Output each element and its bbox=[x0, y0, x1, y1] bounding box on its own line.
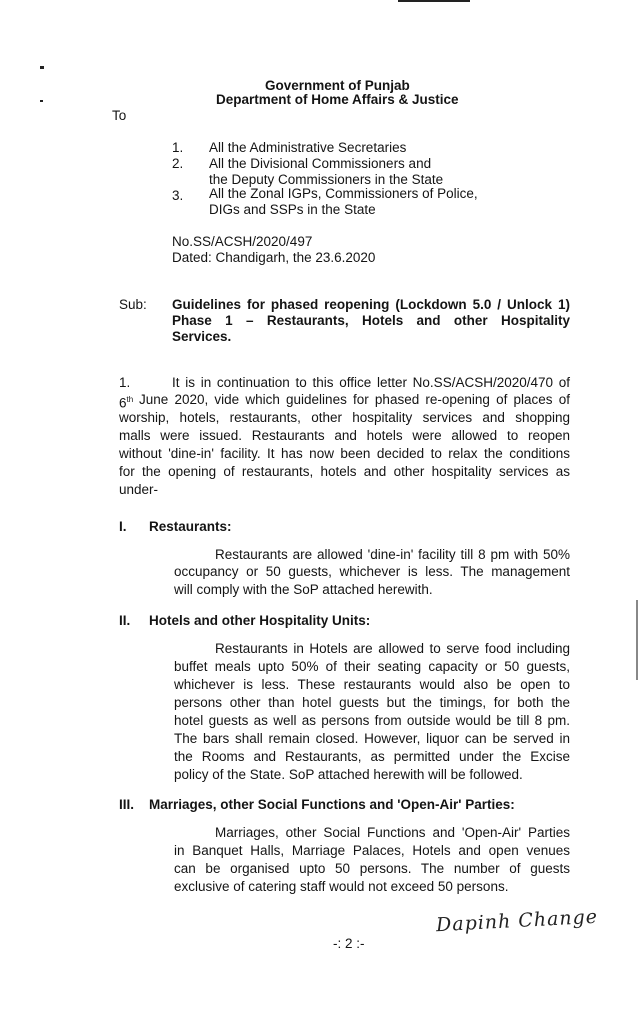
reference-number: No.SS/ACSH/2020/497 bbox=[172, 234, 313, 249]
subject-line: Services. bbox=[172, 329, 232, 344]
date-day: 6 bbox=[119, 395, 127, 411]
section-number: I. bbox=[119, 519, 127, 534]
paragraph-line: without 'dine-in' facility. It has now been decided to relax the conditions bbox=[119, 446, 570, 461]
recipient-line: All the Administrative Secretaries bbox=[209, 140, 407, 155]
letter-date: Dated: Chandigarh, the 23.6.2020 bbox=[172, 250, 376, 265]
paragraph-line: worship, hotels, restaurants, other hospitality services and shopping bbox=[119, 410, 570, 425]
section-line: can be organised upto 50 persons. The number of guests bbox=[174, 861, 570, 876]
recipient-number: 1. bbox=[172, 140, 184, 155]
scan-dot bbox=[40, 100, 43, 102]
paragraph-line: It is in continuation to this office letter No.SS/ACSH/2020/470 of bbox=[172, 375, 570, 390]
paragraph-number: 1. bbox=[119, 375, 131, 390]
section-line: in Banquet Halls, Marriage Palaces, Hotels and open venues bbox=[174, 843, 570, 858]
subject-line: Phase 1 – Restaurants, Hotels and other Hospitality bbox=[172, 313, 570, 328]
recipient-line: DIGs and SSPs in the State bbox=[209, 202, 376, 217]
section-line: policy of the State. SoP attached herewith will be followed. bbox=[174, 767, 523, 782]
scan-mark-top bbox=[398, 0, 470, 2]
section-line: whichever is less. These restaurants would also be open to bbox=[174, 677, 570, 692]
paragraph-line: June 2020, vide which guidelines for phased re-opening of places of bbox=[139, 392, 570, 407]
section-line: persons other than hotel guests but the timings, for both the bbox=[174, 695, 570, 710]
section-line: the Rooms and Restaurants, as permitted under the Excise bbox=[174, 749, 570, 764]
section-title: Hotels and other Hospitality Units: bbox=[149, 613, 371, 628]
section-title: Marriages, other Social Functions and 'Open-Air' Parties: bbox=[149, 797, 515, 812]
page-number: -: 2 :- bbox=[333, 936, 365, 951]
section-line: Marriages, other Social Functions and 'Open-Air' Parties bbox=[215, 825, 570, 840]
recipient-line: All the Zonal IGPs, Commissioners of Police, bbox=[209, 186, 478, 201]
handwritten-note: Dapinh Change bbox=[435, 905, 599, 937]
scan-dot bbox=[40, 66, 44, 69]
section-line: The bars shall remain closed. However, liquor can be served in bbox=[174, 731, 570, 746]
recipient-number: 3. bbox=[172, 188, 184, 203]
recipient-number: 2. bbox=[172, 156, 184, 171]
section-line: buffet meals upto 50% of their seating capacity or 50 guests, bbox=[174, 659, 570, 674]
section-line: occupancy or 50 guests, whichever is less. The management bbox=[174, 564, 570, 579]
section-line: hotel guests as well as persons from outside would be till 8 pm. bbox=[174, 713, 570, 728]
section-line: will comply with the SoP attached herewith. bbox=[174, 582, 433, 597]
paragraph-line: under- bbox=[119, 482, 159, 497]
section-number: III. bbox=[119, 797, 135, 812]
subject-line: Guidelines for phased reopening (Lockdown 5.0 / Unlock 1) bbox=[172, 297, 570, 312]
to-label: To bbox=[112, 108, 127, 123]
recipient-line: All the Divisional Commissioners and bbox=[209, 156, 432, 171]
paragraph-line: for the opening of restaurants, hotels and other hospitality services as bbox=[119, 464, 570, 479]
section-title: Restaurants: bbox=[149, 519, 232, 534]
recipient-line: the Deputy Commissioners in the State bbox=[209, 172, 444, 187]
subject-label: Sub: bbox=[119, 297, 147, 312]
department-header-line1: Government of Punjab bbox=[265, 78, 410, 93]
section-line: Restaurants are allowed 'dine-in' facility till 8 pm with 50% bbox=[215, 547, 570, 562]
scan-edge-mark bbox=[636, 600, 638, 680]
department-header-line2: Department of Home Affairs & Justice bbox=[216, 92, 459, 107]
section-number: II. bbox=[119, 613, 131, 628]
paragraph-line: malls were issued. Restaurants and hotels were allowed to reopen bbox=[119, 428, 570, 443]
section-line: Restaurants in Hotels are allowed to serve food including bbox=[215, 641, 570, 656]
date-suffix: th bbox=[126, 395, 134, 404]
section-line: exclusive of catering staff would not exceed 50 persons. bbox=[174, 879, 509, 894]
